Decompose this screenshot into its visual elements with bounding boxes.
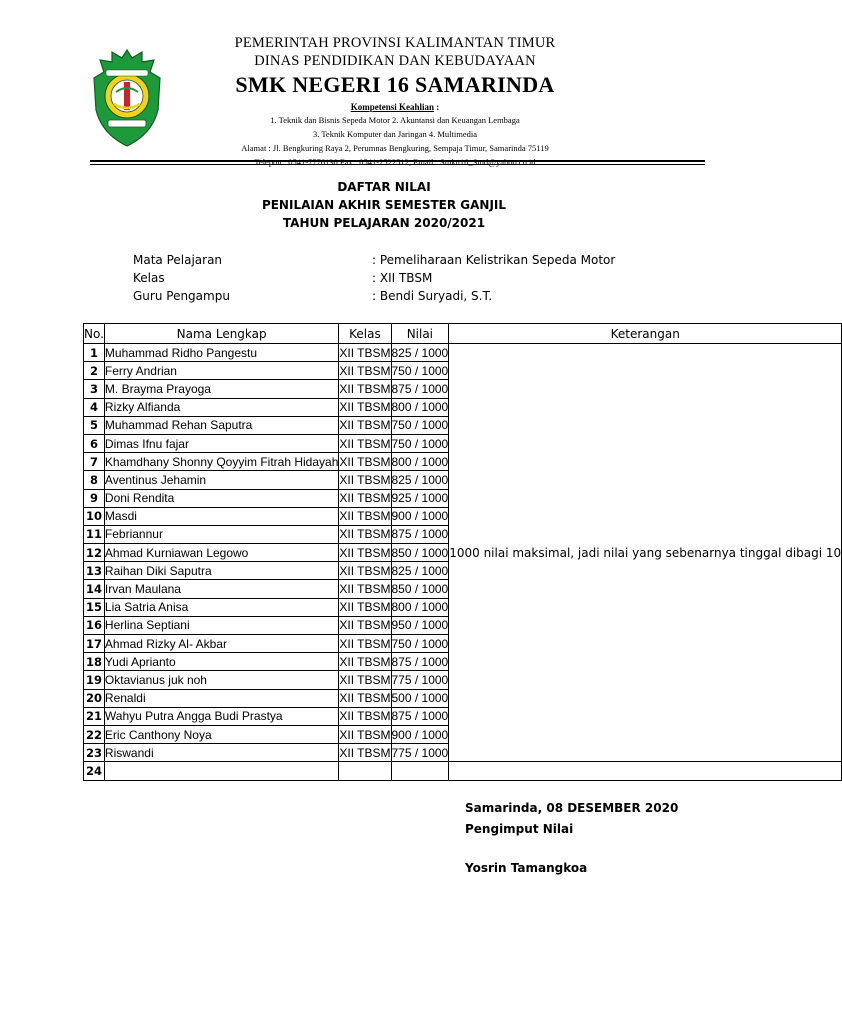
student-name: M. Brayma Prayoga	[104, 380, 338, 398]
info-label: Mata Pelajaran	[133, 253, 223, 267]
student-score: 825 / 1000	[391, 562, 449, 580]
student-class: XII TBSM	[339, 725, 391, 743]
student-score: 800 / 1000	[391, 453, 449, 471]
letterhead	[0, 0, 768, 168]
student-score: 775 / 1000	[391, 671, 449, 689]
student-class: XII TBSM	[339, 416, 391, 434]
contact-line: Telepon : 0541-7776130 Fax : 0541-2522512, Email : Smkn16_Smd@yahoo.co.id	[254, 157, 536, 167]
student-score: 875 / 1000	[391, 380, 449, 398]
student-score: 750 / 1000	[391, 635, 449, 653]
student-name: Riswandi	[104, 744, 338, 762]
row-no: 10	[84, 507, 105, 525]
info-value: : Bendi Suryadi, S.T.	[372, 289, 493, 303]
student-class: XII TBSM	[339, 344, 391, 362]
doc-title: DAFTAR NILAI	[337, 180, 431, 194]
kompetensi-line-1: 1. Teknik dan Bisnis Sepeda Motor 2. Akuntansi dan Keuangan Lembaga	[270, 115, 520, 125]
student-score: 875 / 1000	[391, 525, 449, 543]
student-class: XII TBSM	[339, 707, 391, 725]
row-no: 23	[84, 744, 105, 762]
student-score: 875 / 1000	[391, 707, 449, 725]
student-name: Renaldi	[104, 689, 338, 707]
row-no: 20	[84, 689, 105, 707]
student-score: 750 / 1000	[391, 362, 449, 380]
student-class: XII TBSM	[339, 562, 391, 580]
signature-role: Pengimput Nilai	[465, 822, 574, 836]
student-name: Ahmad Kurniawan Legowo	[104, 544, 338, 562]
row-no: 12	[84, 544, 105, 562]
student-score: 750 / 1000	[391, 416, 449, 434]
student-name: Oktavianus juk noh	[104, 671, 338, 689]
row-no: 11	[84, 525, 105, 543]
student-class: XII TBSM	[339, 598, 391, 616]
row-no: 14	[84, 580, 105, 598]
student-class: XII TBSM	[339, 525, 391, 543]
student-class: XII TBSM	[339, 671, 391, 689]
row-no: 1	[84, 344, 105, 362]
student-class: XII TBSM	[339, 544, 391, 562]
student-name: Raihan Diki Saputra	[104, 562, 338, 580]
student-score: 875 / 1000	[391, 653, 449, 671]
student-score: 850 / 1000	[391, 544, 449, 562]
student-class: XII TBSM	[339, 362, 391, 380]
student-name: Muhammad Ridho Pangestu	[104, 344, 338, 362]
row-no: 6	[84, 434, 105, 452]
info-value: : Pemeliharaan Kelistrikan Sepeda Motor	[372, 253, 616, 267]
student-class: XII TBSM	[339, 635, 391, 653]
kompetensi-line-2: 3. Teknik Komputer dan Jaringan 4. Multimedia	[312, 129, 478, 139]
student-name: Ahmad Rizky Al- Akbar	[104, 635, 338, 653]
student-name: Herlina Septiani	[104, 616, 338, 634]
row-no: 3	[84, 380, 105, 398]
student-score: 850 / 1000	[391, 580, 449, 598]
student-name: Rizky Alfianda	[104, 398, 338, 416]
row-no: 4	[84, 398, 105, 416]
grades-table	[83, 323, 842, 781]
student-score: 775 / 1000	[391, 744, 449, 762]
student-name: Masdi	[104, 507, 338, 525]
student-name: Ferry Andrian	[104, 362, 338, 380]
student-name: Dimas Ifnu fajar	[104, 434, 338, 452]
row-no: 2	[84, 362, 105, 380]
letterhead-divider-thin	[90, 164, 705, 165]
student-score: 925 / 1000	[391, 489, 449, 507]
department-line: DINAS PENDIDIKAN DAN KEBUDAYAAN	[254, 53, 536, 69]
student-class: XII TBSM	[339, 507, 391, 525]
info-label: Guru Pengampu	[133, 289, 230, 303]
student-score: 900 / 1000	[391, 507, 449, 525]
student-score	[391, 762, 449, 780]
student-class: XII TBSM	[339, 580, 391, 598]
row-no: 24	[84, 762, 105, 780]
student-class: XII TBSM	[339, 471, 391, 489]
signature-place-date: Samarinda, 08 DESEMBER 2020	[465, 801, 679, 815]
student-score: 800 / 1000	[391, 598, 449, 616]
header-nama: Nama Lengkap	[104, 324, 338, 344]
letterhead-divider-thick	[90, 160, 705, 162]
student-class: XII TBSM	[339, 616, 391, 634]
student-name: Eric Canthony Noya	[104, 725, 338, 743]
row-no: 18	[84, 653, 105, 671]
info-value: : XII TBSM	[372, 271, 433, 285]
student-score: 900 / 1000	[391, 725, 449, 743]
student-score: 950 / 1000	[391, 616, 449, 634]
student-class: XII TBSM	[339, 489, 391, 507]
school-name: SMK NEGERI 16 SAMARINDA	[235, 72, 555, 97]
header-keterangan: Keterangan	[449, 324, 842, 344]
student-class: XII TBSM	[339, 653, 391, 671]
student-class: XII TBSM	[339, 453, 391, 471]
row-no: 16	[84, 616, 105, 634]
table-row	[84, 762, 842, 780]
kompetensi-heading	[180, 101, 610, 113]
student-class	[339, 762, 391, 780]
student-class: XII TBSM	[339, 398, 391, 416]
doc-subtitle: PENILAIAN AKHIR SEMESTER GANJIL	[261, 198, 507, 212]
student-name: Wahyu Putra Angga Budi Prastya	[104, 707, 338, 725]
row-no: 17	[84, 635, 105, 653]
provincial-emblem-icon	[92, 48, 162, 148]
row-no: 5	[84, 416, 105, 434]
header-no: No.	[84, 324, 105, 344]
government-line: PEMERINTAH PROVINSI KALIMANTAN TIMUR	[234, 35, 556, 51]
grades-table-body	[84, 344, 842, 781]
signature-name: Yosrin Tamangkoa	[465, 861, 588, 875]
row-no: 22	[84, 725, 105, 743]
row-no: 7	[84, 453, 105, 471]
header-nilai: Nilai	[391, 324, 449, 344]
student-name: Yudi Aprianto	[104, 653, 338, 671]
address-line: Alamat : Jl. Bengkuring Raya 2, Perumnas Bengkuring, Sempaja Timur, Samarinda 75119	[241, 143, 549, 153]
student-score: 825 / 1000	[391, 471, 449, 489]
kompetensi-colon: :	[434, 102, 440, 112]
row-no: 19	[84, 671, 105, 689]
row-no: 9	[84, 489, 105, 507]
student-name: Muhammad Rehan Saputra	[104, 416, 338, 434]
student-name: Khamdhany Shonny Qoyyim Fitrah Hidayah	[104, 453, 338, 471]
student-class: XII TBSM	[339, 744, 391, 762]
student-class: XII TBSM	[339, 434, 391, 452]
info-label: Kelas	[133, 271, 165, 285]
doc-year: TAHUN PELAJARAN 2020/2021	[282, 216, 486, 230]
keterangan-note: 1000 nilai maksimal, jadi nilai yang sebenarnya tinggal dibagi 10	[449, 344, 842, 762]
student-name: Lia Satria Anisa	[104, 598, 338, 616]
student-name	[104, 762, 338, 780]
table-header-row	[84, 324, 842, 344]
student-score: 750 / 1000	[391, 434, 449, 452]
row-no: 8	[84, 471, 105, 489]
header-kelas: Kelas	[339, 324, 391, 344]
student-class: XII TBSM	[339, 689, 391, 707]
row-no: 21	[84, 707, 105, 725]
row-no: 15	[84, 598, 105, 616]
student-score: 800 / 1000	[391, 398, 449, 416]
student-score: 500 / 1000	[391, 689, 449, 707]
keterangan-empty	[449, 762, 842, 780]
kompetensi-label: Kompetensi Keahlian	[350, 102, 434, 112]
student-name: Doni Rendita	[104, 489, 338, 507]
student-class: XII TBSM	[339, 380, 391, 398]
row-no: 13	[84, 562, 105, 580]
student-name: Aventinus Jehamin	[104, 471, 338, 489]
student-name: Febriannur	[104, 525, 338, 543]
student-score: 825 / 1000	[391, 344, 449, 362]
table-row	[84, 344, 842, 362]
student-name: Irvan Maulana	[104, 580, 338, 598]
